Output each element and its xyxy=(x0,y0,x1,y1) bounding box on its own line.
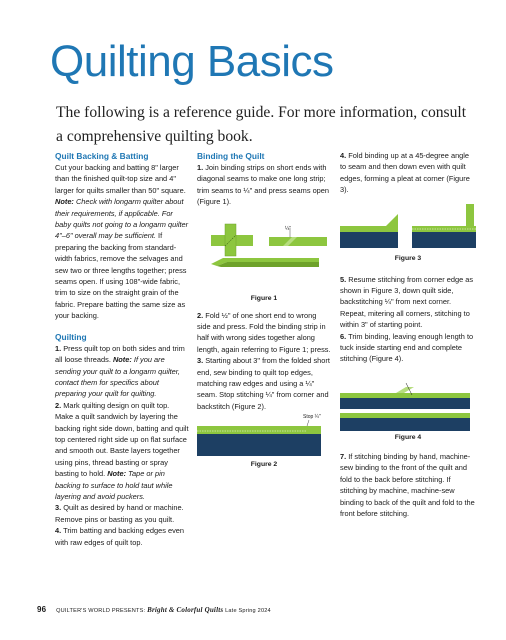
figure-1-illustration xyxy=(197,208,331,292)
step-number: 1. xyxy=(55,343,62,353)
publisher: QUILTER'S WORLD PRESENTS: xyxy=(56,608,146,614)
binding-upper xyxy=(340,393,470,398)
binding-step-7 xyxy=(340,451,476,519)
figure-4-caption: Figure 4 xyxy=(394,433,422,441)
binding-lower xyxy=(340,413,470,418)
binding-step-5 xyxy=(340,274,476,331)
figure-1-caption: Figure 1 xyxy=(250,294,278,302)
figure-2-illustration xyxy=(197,412,331,458)
page-number: 96 xyxy=(37,605,47,614)
backing-heading: Quilt Backing & Batting xyxy=(55,151,149,161)
quilting-step-1 xyxy=(55,343,189,400)
figure-1-label: ¼" xyxy=(285,225,291,232)
figure-3-illustration xyxy=(340,202,476,252)
binding-strip xyxy=(197,426,321,434)
figure-2 xyxy=(197,412,331,470)
step-text: Trim binding, leaving enough length to tuck inside starting end and complete stitching (Figure 4). xyxy=(340,331,474,364)
step-text: Mark quilting design on quilt top. Make a quilt sandwich by layering the backing right side down, batting and quilt top centered right side up on flat surface and smooth out. Baste layers together using pins, thread basting or spray basting to hold. xyxy=(55,400,189,479)
quilting-step-4 xyxy=(55,525,189,548)
figure-2-label: Stop ¼" xyxy=(303,414,321,421)
column-3 xyxy=(340,150,476,519)
step-number: 2. xyxy=(55,400,62,410)
backing-paragraph xyxy=(55,162,189,322)
binding-step-2 xyxy=(197,310,331,356)
note-label: Note: xyxy=(112,355,132,365)
joined-strip xyxy=(269,237,327,246)
note-label: Note: xyxy=(107,469,127,479)
step-number: 2. xyxy=(197,310,204,320)
intro-text: The following is a reference guide. For more information, consult a comprehensive quilting book. xyxy=(56,104,467,145)
column-2 xyxy=(197,150,331,470)
step-text: If stitching binding by hand, machine-sew binding to the front of the quilt and fold to the back before stitching. If stitching by machine, machine-sew binding to back of the quilt and fold to the front before stitching. xyxy=(340,451,475,518)
magazine-title: Bright & Colorful Quilts xyxy=(147,606,224,614)
column-1 xyxy=(55,150,189,548)
strip-vertical xyxy=(225,224,236,256)
note-text: Tape or pin backing to surface to hold taut while layering and avoid puckers. xyxy=(55,469,173,501)
binding-step-3 xyxy=(197,355,331,412)
figure-1 xyxy=(197,208,331,304)
binding-step-1 xyxy=(197,162,331,208)
step-number: 5. xyxy=(340,274,347,284)
backing-text-2: If preparing the backing from standard-width fabrics, remove the selvages and sew two or three lengths together; press seams open. If using 108"-wide fabric, trim to size on the straight grain of the fabric. Prepare batting the same size as your backing. xyxy=(55,231,187,321)
binding-heading: Binding the Quilt xyxy=(197,151,265,161)
step-number: 1. xyxy=(197,163,204,172)
figure-2-caption: Figure 2 xyxy=(250,461,278,469)
binding-up xyxy=(466,204,474,228)
binding-left xyxy=(340,226,398,232)
quilting-step-2 xyxy=(55,400,189,503)
binding-end xyxy=(396,387,414,393)
step-text: Fold binding up at a 45-degree angle to seam and then down even with quilt edges, forming a pleat at corner (Figure 3). xyxy=(340,151,470,195)
pleat-fold xyxy=(386,214,398,226)
binding-step-4 xyxy=(340,150,476,196)
figure-4 xyxy=(340,375,476,443)
note-text: If you are sending your quilt to a longarm quilter, contact them for specifics about preparing your quilt for quilting. xyxy=(55,355,180,399)
backing-text-1: Cut your backing and batting 8" larger than the finished quilt-top size and 4" larger for quilts smaller than 50" square. xyxy=(55,163,186,195)
backing-note-label: Note: xyxy=(55,197,74,207)
quilting-heading: Quilting xyxy=(55,331,87,342)
folded-strip-bottom xyxy=(217,262,319,267)
page-title: Quilting Basics xyxy=(50,37,334,86)
figure-3-caption: Figure 3 xyxy=(394,254,422,262)
page-footer xyxy=(37,605,271,614)
step-number: 4. xyxy=(55,526,62,536)
figure-4-illustration xyxy=(340,375,476,431)
binding-step-6 xyxy=(340,331,476,365)
stop-pointer xyxy=(307,420,309,426)
step-text: Join binding strips on short ends with diagonal seams to make one long strip; trim seams to ¼" and press seams open (Figure 1). xyxy=(197,163,330,207)
step-number: 3. xyxy=(197,356,204,366)
step-number: 4. xyxy=(340,151,347,160)
step-text: Resume stitching from corner edge as shown in Figure 3, down quilt side, backstitching ¼" from next corner. Repeat, mitering all corners, stitching to within 3" of starting point. xyxy=(340,274,474,330)
step-text: Press quilt top on both sides and trim all loose threads. xyxy=(55,343,185,365)
step-text: Fold ½" of one short end to wrong side and press. Fold the binding strip in half with wrong sides together along length, again referring to Figure 1; press. xyxy=(197,310,331,354)
step-number: 7. xyxy=(340,451,347,461)
issue: Late Spring 2024 xyxy=(225,608,271,614)
step-text: Starting about 3" from the folded short end, sew binding to quilt top edges, matching raw edges and using a ¼" seam. Stop stitching ¼" from corner and backstitch (Figure 2). xyxy=(197,356,330,411)
backing-note xyxy=(55,197,188,240)
step-text: Trim batting and backing edges even with raw edges of quilt top. xyxy=(55,526,185,547)
figure-3 xyxy=(340,202,476,264)
step-number: 3. xyxy=(55,503,62,513)
step-text: Quilt as desired by hand or machine. Remove pins or basting as you quilt. xyxy=(55,503,184,524)
backing-note-text: Check with longarm quilter about their requirements, if applicable. For baby quilts not going to a longarm quilter 4"–6" overall may be sufficient. xyxy=(55,197,189,241)
quilting-step-3 xyxy=(55,502,189,525)
step-number: 6. xyxy=(340,331,347,341)
